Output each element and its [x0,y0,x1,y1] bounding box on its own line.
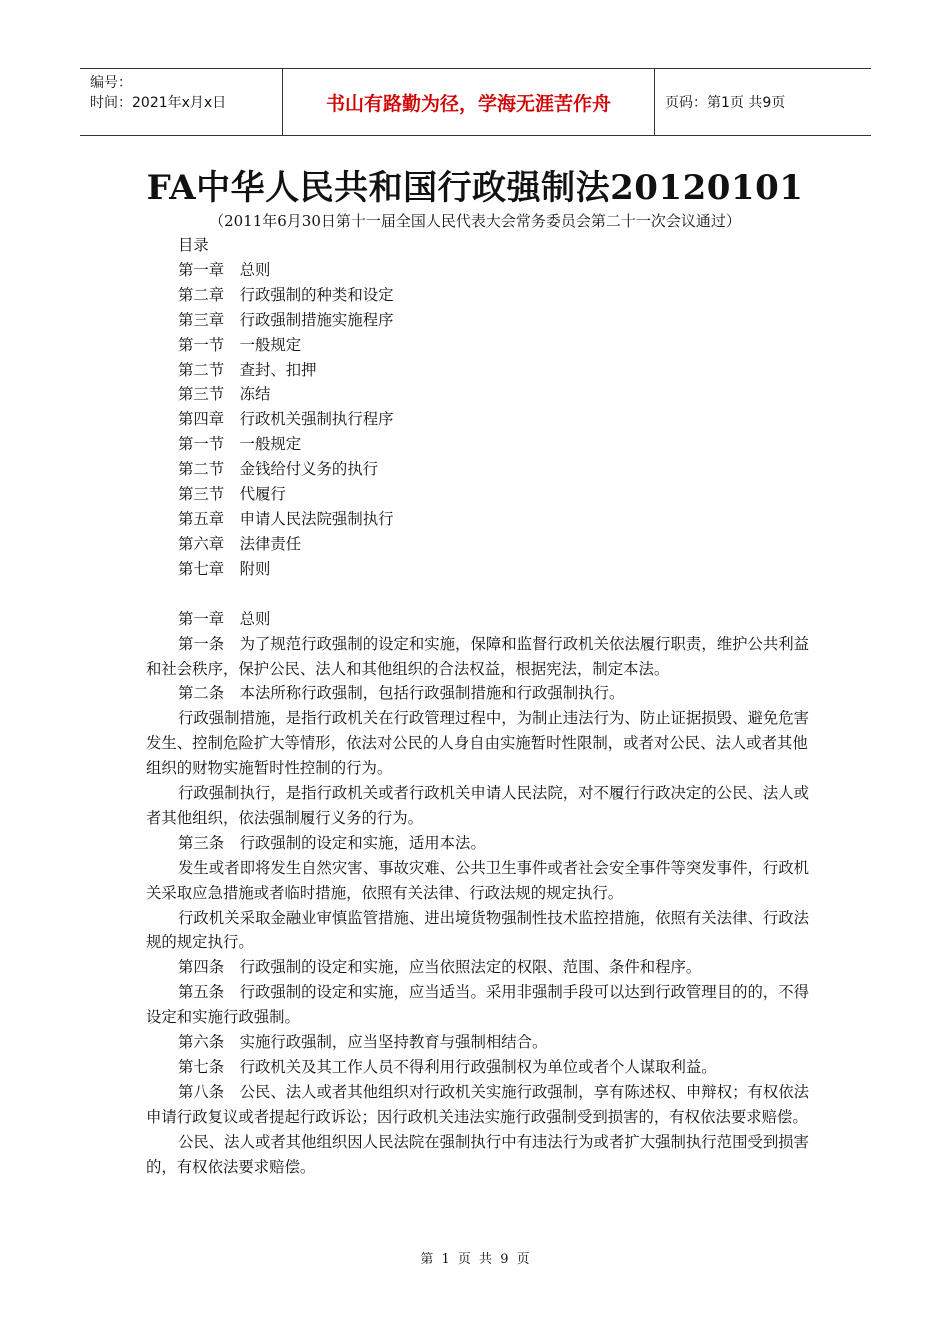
toc-item-title: 冻结 [239,385,271,404]
header-motto: 书山有路勤为径，学海无涯苦作舟 [282,69,655,135]
article-label: 第七条 [178,1058,225,1076]
toc-item-title: 查封、扣押 [239,360,317,379]
toc-item [146,557,810,582]
document-content [146,233,810,1180]
article-text: 发生或者即将发生自然灾害、事故灾难、公共卫生事件或者社会安全事件等突发事件，行政机关采取应急措施或者临时措施，依照有关法律、行政法规的规定执行。 [146,858,810,902]
article-text: 本法所称行政强制，包括行政强制措施和行政强制执行。 [239,684,625,703]
toc-item-number: 第一节 [178,435,225,454]
toc-item-title: 申请人民法院强制执行 [239,509,394,528]
chapter-number: 第一章 [178,609,225,628]
toc-item-number: 第六章 [178,534,225,553]
toc-item-number: 第一章 [178,260,225,279]
article-text: 行政机关及其工作人员不得利用行政强制权为单位或者个人谋取利益。 [239,1058,717,1076]
toc-item-title: 金钱给付义务的执行 [239,460,379,479]
toc-heading: 目录 [178,236,209,254]
header-page-info: 页码：第1页 共9页 [665,95,786,111]
article-text: 行政强制的设定和实施，应当适当。采用非强制手段可以达到行政管理目的的，不得设定和实施行政强制。 [146,983,810,1027]
toc-item [146,258,810,283]
header-meta [80,69,282,135]
toc-item-title: 一般规定 [239,435,302,454]
article-paragraph [146,906,810,956]
toc-item [146,432,810,457]
toc-item-title: 代履行 [239,485,286,504]
table-of-contents [146,233,810,582]
toc-item-number: 第二节 [178,360,225,379]
article-paragraph [146,781,810,831]
article-paragraph [146,1080,810,1130]
toc-item-number: 第三节 [178,485,225,504]
document-number-label: 编号： [90,75,132,91]
toc-item [146,407,810,432]
article-paragraph [146,681,810,706]
toc-item [146,507,810,532]
toc-item [146,333,810,358]
paragraph-list [146,632,810,1180]
toc-item-number: 第一节 [178,335,225,354]
article-text: 为了规范行政强制的设定和实施，保障和监督行政机关依法履行职责，维护公共利益和社会秩序，保护公民、法人和其他组织的合法权益，根据宪法，制定本法。 [146,634,810,678]
toc-item-title: 法律责任 [239,534,302,553]
toc-item [146,482,810,507]
article-paragraph [146,632,810,682]
article-paragraph [146,955,810,980]
toc-item-title: 附则 [239,559,271,578]
toc-item-title: 行政强制措施实施程序 [239,310,394,329]
article-label: 第四条 [178,958,225,977]
article-paragraph [146,1055,810,1080]
article-label: 第三条 [178,833,225,852]
article-label: 第五条 [178,983,225,1002]
article-label: 第二条 [178,684,225,703]
article-text: 行政强制的设定和实施，应当依照法定的权限、范围、条件和程序。 [239,958,702,977]
toc-item-title: 总则 [239,260,271,279]
article-label: 第一条 [178,634,225,653]
article-paragraph [146,1030,810,1055]
article-text: 公民、法人或者其他组织因人民法院在强制执行中有违法行为或者扩大强制执行范围受到损害的，有权依法要求赔偿。 [146,1132,810,1176]
article-paragraph [146,856,810,906]
toc-list [146,258,810,582]
toc-item-number: 第二节 [178,460,225,479]
article-label: 第八条 [178,1082,225,1101]
toc-item-number: 第七章 [178,559,225,578]
article-text: 实施行政强制，应当坚持教育与强制相结合。 [239,1033,548,1052]
document-title: FA中华人民共和国行政强制法20120101 [146,168,804,208]
document-time-label: 时间：2021年x月x日 [90,95,227,111]
toc-item-number: 第二章 [178,285,225,304]
chapter-title: 总则 [239,609,271,628]
toc-item-title: 行政机关强制执行程序 [239,410,394,429]
toc-item [146,283,810,308]
article-paragraph [146,1130,810,1180]
toc-item-title: 行政强制的种类和设定 [239,285,394,304]
toc-item [146,358,810,383]
page-footer: 第 1 页 共 9 页 [420,1252,530,1267]
article-label: 第六条 [178,1033,225,1052]
article-text: 公民、法人或者其他组织对行政机关实施行政强制，享有陈述权、申辩权；有权依法申请行政复议或者提起行政诉讼；因行政机关违法实施行政强制受到损害的，有权依法要求赔偿。 [146,1082,810,1126]
article-text: 行政强制措施，是指行政机关在行政管理过程中，为制止违法行为、防止证据损毁、避免危害发生、控制危险扩大等情形，依法对公民的人身自由实施暂时性限制，或者对公民、法人或者其他组织的财物实施暂时性控制的行为。 [146,709,810,778]
toc-item-number: 第三节 [178,385,225,404]
toc-item-number: 第五章 [178,509,225,528]
article-paragraph [146,980,810,1030]
chapter-heading [146,607,810,632]
toc-item-number: 第四章 [178,410,225,429]
toc-item-number: 第三章 [178,310,225,329]
article-text: 行政强制的设定和实施，适用本法。 [239,833,486,852]
article-text: 行政强制执行，是指行政机关或者行政机关申请人民法院，对不履行行政决定的公民、法人或者其他组织，依法强制履行义务的行为。 [146,784,810,827]
toc-item [146,382,810,407]
document-subtitle: （2011年6月30日第十一届全国人民代表大会常务委员会第二十一次会议通过） [209,212,741,230]
page-header [80,68,871,136]
document-body [146,607,810,1180]
toc-item-title: 一般规定 [239,335,302,354]
article-paragraph [146,706,810,781]
article-text: 行政机关采取金融业审慎监管措施、进出境货物强制性技术监控措施，依照有关法律、行政法规的规定执行。 [146,908,810,952]
toc-item [146,532,810,557]
toc-item [146,457,810,482]
article-paragraph [146,831,810,856]
toc-item [146,308,810,333]
